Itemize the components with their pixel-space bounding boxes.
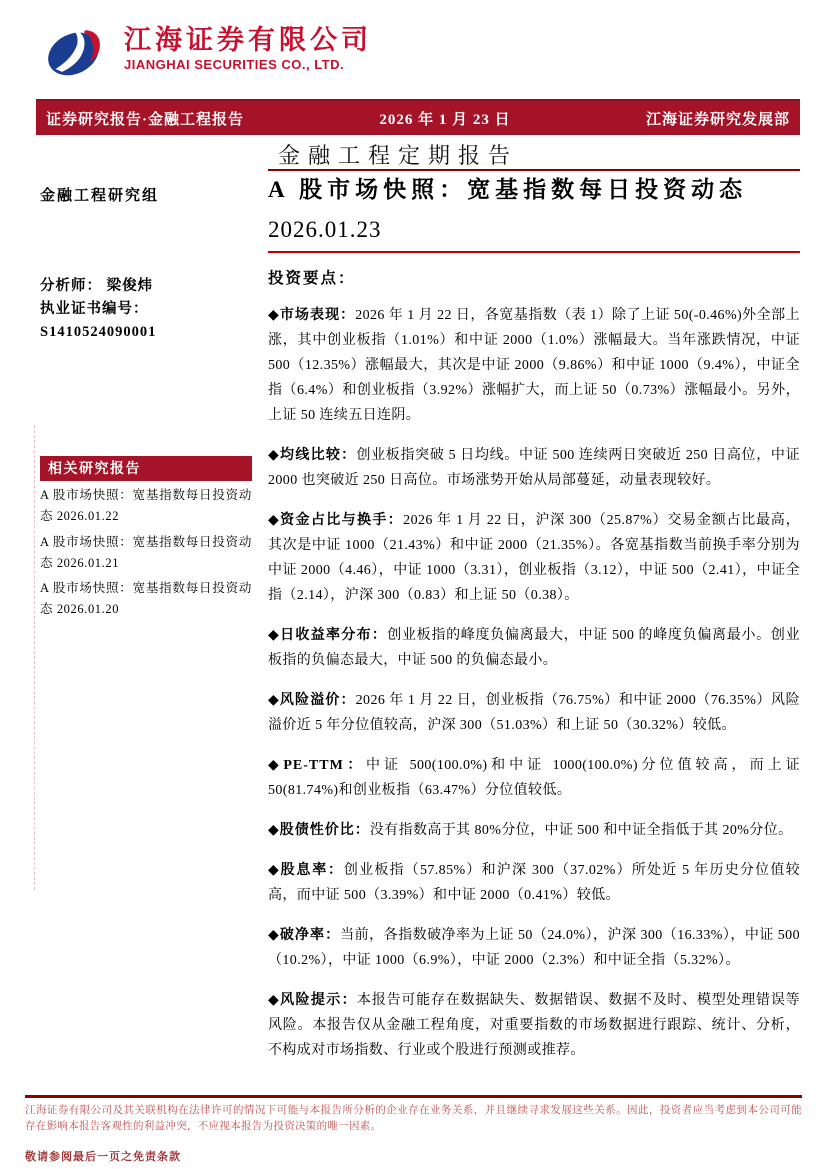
bullet-label: ◆股债性价比： bbox=[268, 822, 370, 838]
bullet-dividend-yield bbox=[268, 858, 800, 908]
report-type-title: 金融工程定期报告 bbox=[278, 143, 519, 168]
report-type-divider bbox=[268, 169, 800, 171]
report-banner bbox=[36, 99, 800, 135]
highlights-header: 投资要点： bbox=[268, 269, 356, 287]
related-reports-section bbox=[40, 456, 252, 621]
bullet-label: ◆均线比较： bbox=[268, 447, 357, 463]
report-date: 2026.01.23 bbox=[268, 216, 382, 242]
bullet-risk-premium bbox=[268, 688, 800, 738]
company-name-en: JIANGHAI SECURITIES CO., LTD. bbox=[124, 57, 345, 73]
bullet-turnover bbox=[268, 508, 800, 608]
research-team-name: 金融工程研究组 bbox=[40, 188, 160, 204]
bullet-text: 创业板指的峰度负偏离最大，中证 500 的峰度负偏离最小。创业板指的负偏态最大，中证 500 的负偏态最小。 bbox=[268, 627, 800, 668]
jianghai-logo-icon bbox=[46, 24, 114, 82]
sidebar-frame-border bbox=[34, 425, 35, 890]
bullet-label: ◆PE-TTM： bbox=[268, 757, 367, 773]
banner-date: 2026 年 1 月 23 日 bbox=[379, 111, 511, 128]
bullet-text: 创业板指突破 5 日均线。中证 500 连续两日突破近 250 日高位，中证 2000 也突破近 250 日高位。市场涨势开始从局部蔓延，动量表现较好。 bbox=[268, 447, 800, 488]
related-report-item: A 股市场快照：宽基指数每日投资动态 2026.01.20 bbox=[40, 581, 252, 617]
bullet-text: 2026 年 1 月 22 日，各宽基指数（表 1）除了上证 50(-0.46%)外全部上涨，其中创业板指（1.01%）和中证 2000（1.0%）涨幅最大。当年涨跌情况，中证 500（12.35%）涨幅最大，其次是中证 2000（9.86%）和中证 1000（9.4%），中证全指（6.4%）和创业板指（3.92%）涨幅扩大，而上证 50（0.73%）涨幅最小。另外，上证 50 连续五日连阴。 bbox=[268, 307, 800, 423]
bullet-text: 没有指数高于其 80%分位，中证 500 和中证全指低于其 20%分位。 bbox=[369, 822, 793, 838]
bullet-label: ◆市场表现： bbox=[268, 307, 356, 323]
analyst-info bbox=[40, 275, 252, 344]
bullet-label: ◆风险提示： bbox=[268, 992, 358, 1008]
bullet-market-performance bbox=[268, 303, 800, 428]
company-header bbox=[46, 24, 372, 82]
banner-report-category: 证券研究报告·金融工程报告 bbox=[46, 111, 245, 128]
bullet-label: ◆风险溢价： bbox=[268, 692, 356, 708]
bullet-label: ◆资金占比与换手： bbox=[268, 512, 404, 528]
page-footer bbox=[25, 1095, 802, 1164]
bullet-text: 中证 500(100.0%)和中证 1000(100.0%)分位值较高，而上证 50(81.74%)和创业板指（63.47%）分位值较低。 bbox=[268, 757, 800, 798]
company-name-cn: 江海证券有限公司 bbox=[124, 25, 372, 55]
bullet-daily-return-distribution bbox=[268, 623, 800, 673]
bullet-label: ◆日收益率分布： bbox=[268, 627, 388, 643]
license-line bbox=[40, 298, 252, 344]
sidebar bbox=[40, 184, 252, 621]
related-reports-header: 相关研究报告 bbox=[40, 456, 252, 481]
bullet-text: 本报告可能存在数据缺失、数据错误、数据不及时、模型处理错误等风险。本报告仅从金融工程角度，对重要指数的市场数据进行跟踪、统计、分析，不构成对市场指数、行业或个股进行预测或推荐。 bbox=[268, 992, 800, 1058]
page-title: A 股市场快照：宽基指数每日投资动态 bbox=[268, 177, 748, 202]
related-report-item: A 股市场快照：宽基指数每日投资动态 2026.01.22 bbox=[40, 488, 252, 524]
main-content bbox=[268, 176, 800, 1063]
analyst-name: 梁俊炜 bbox=[106, 278, 154, 294]
footer-disclaimer: 江海证券有限公司及其关联机构在法律许可的情况下可能与本报告所分析的企业存在业务关系，并且继续寻求发展这些关系。因此，投资者应当考虑到本公司可能存在影响本报告客观性的利益冲突，不应视本报告为投资决策的唯一因素。 bbox=[25, 1105, 802, 1132]
license-label: 执业证书编号： bbox=[40, 301, 149, 317]
bullet-text: 2026 年 1 月 22 日，创业板指（76.75%）和中证 2000（76.35%）风险溢价近 5 年分位值较高，沪深 300（51.03%）和上证 50（30.32%）较低。 bbox=[268, 692, 800, 733]
analyst-line bbox=[40, 275, 252, 298]
bullet-equity-bond-ratio bbox=[268, 818, 800, 843]
bullet-risk-warning bbox=[268, 988, 800, 1063]
bullet-label: ◆破净率： bbox=[268, 927, 341, 943]
license-number: S1410524090001 bbox=[40, 324, 157, 340]
bullet-price-to-book bbox=[268, 923, 800, 973]
bullet-text: 当前，各指数破净率为上证 50（24.0%），沪深 300（16.33%），中证 500（10.2%），中证 1000（6.9%），中证 2000（2.3%）和中证全指（5.32%）。 bbox=[268, 927, 800, 968]
related-report-item: A 股市场快照：宽基指数每日投资动态 2026.01.21 bbox=[40, 534, 252, 570]
bullet-pe-ttm bbox=[268, 753, 800, 803]
bullet-text: 2026 年 1 月 22 日，沪深 300（25.87%）交易金额占比最高，其次是中证 1000（21.43%）和中证 2000（21.35%）。各宽基指数当前换手率分别为中证 2000（4.46），中证 1000（3.31），创业板指（3.12），中证 500（2.41），中证全指（2.14），沪深 300（0.83）和上证 50（0.38）。 bbox=[268, 512, 800, 603]
bullet-label: ◆股息率： bbox=[268, 862, 344, 878]
analyst-label: 分析师： bbox=[40, 278, 102, 294]
company-name-block bbox=[124, 24, 372, 72]
title-divider bbox=[268, 251, 800, 253]
bullet-moving-average bbox=[268, 443, 800, 493]
banner-department: 江海证券研究发展部 bbox=[645, 111, 790, 128]
footer-disclaimer-note: 敬请参阅最后一页之免责条款 bbox=[25, 1151, 181, 1163]
bullet-text: 创业板指（57.85%）和沪深 300（37.02%）所处近 5 年历史分位值较高，而中证 500（3.39%）和中证 2000（0.41%）较低。 bbox=[268, 862, 800, 903]
